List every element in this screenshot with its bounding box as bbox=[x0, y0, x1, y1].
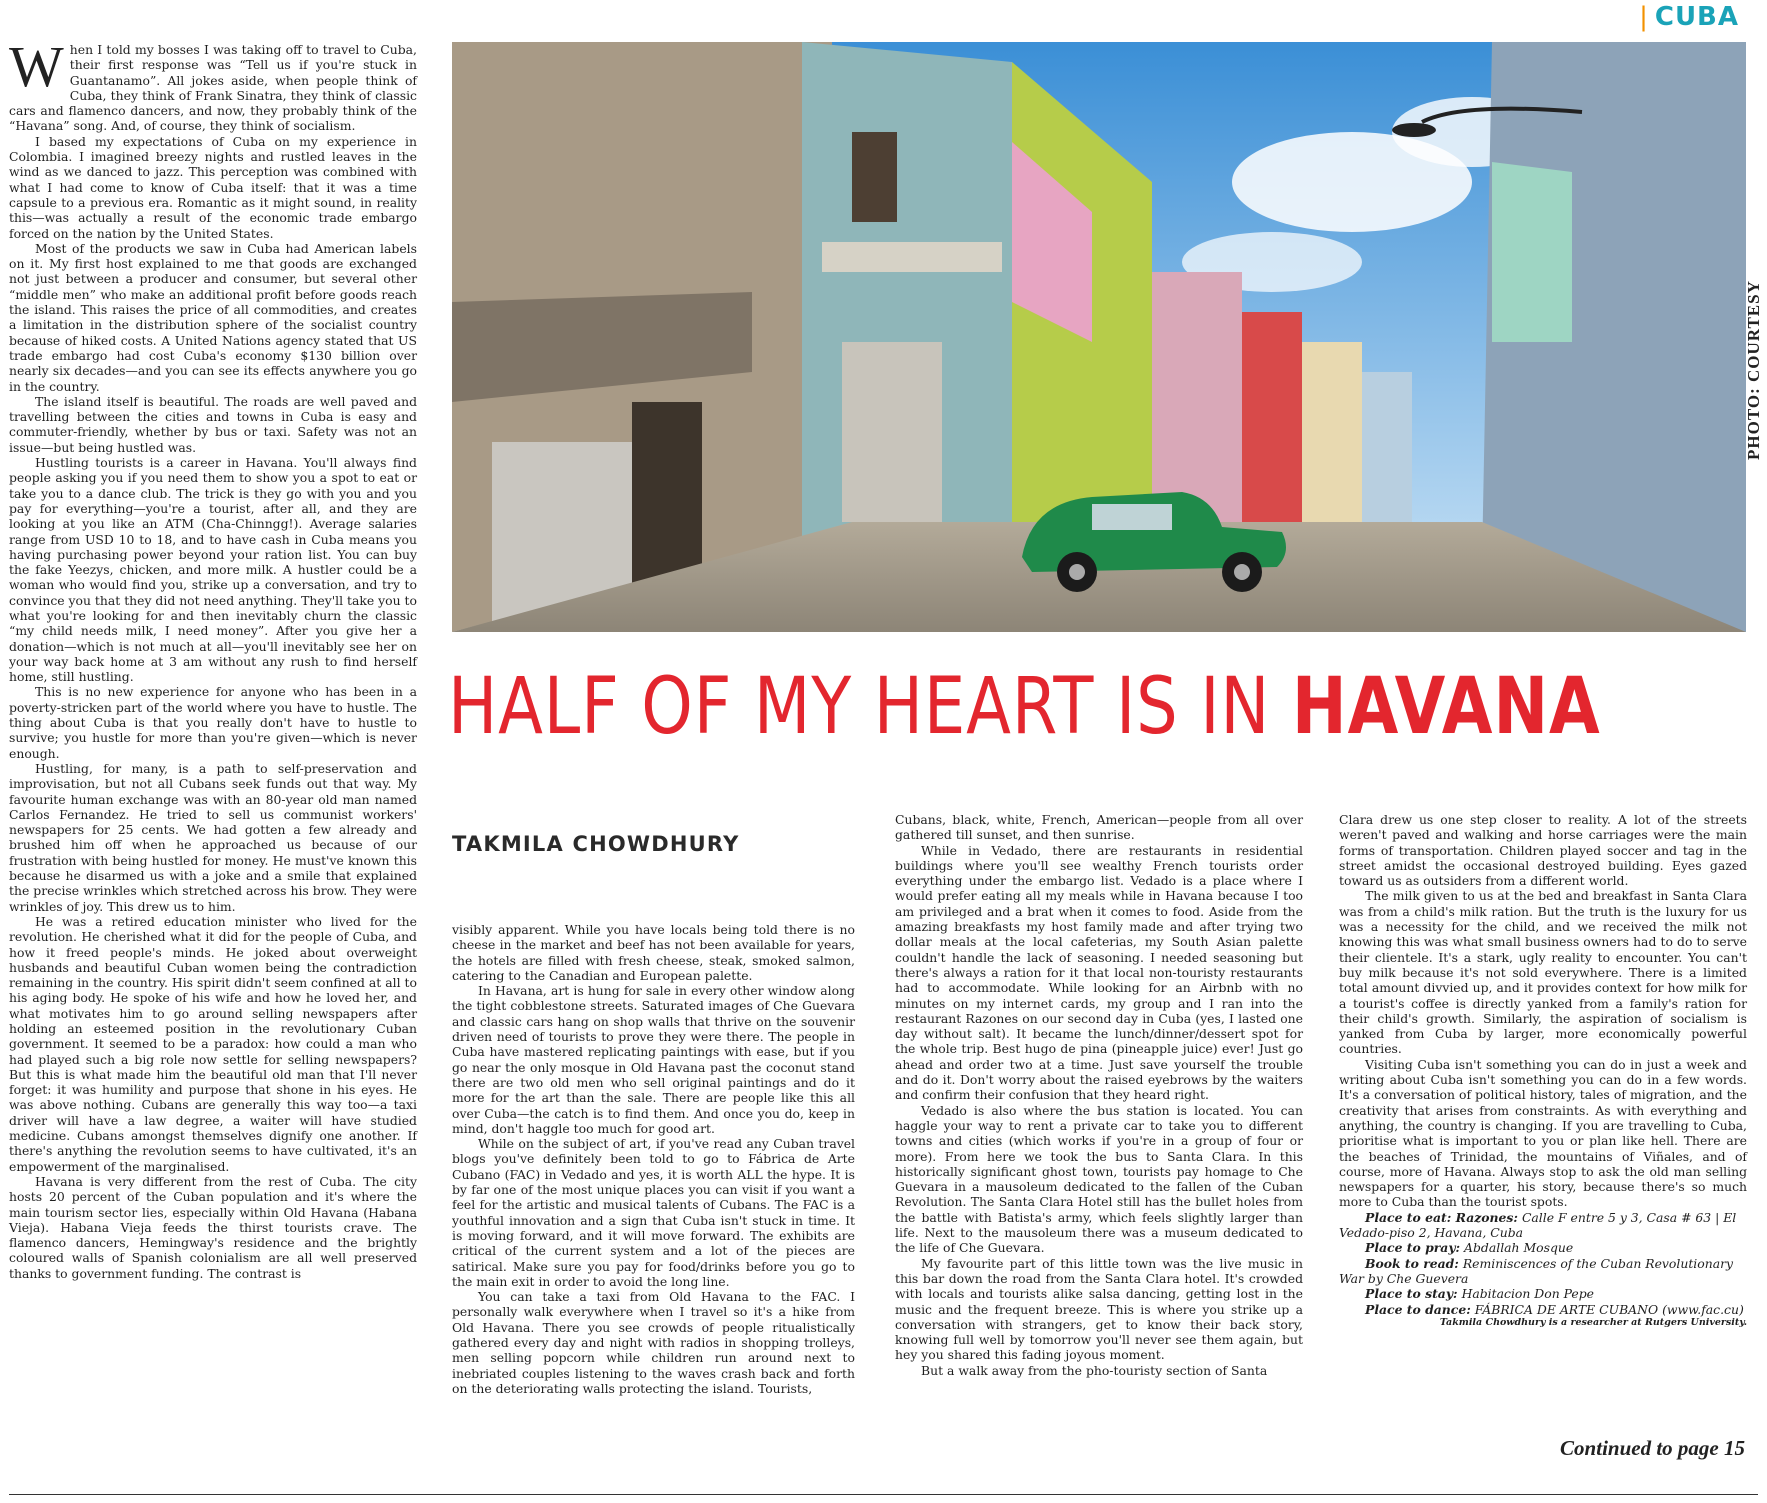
photo-credit: PHOTO: COURTESY bbox=[1744, 280, 1763, 460]
paragraph: Hustling, for many, is a path to self-preservation and improvisation, but not all Cubans seek funds out that way. My favourite human exchange was with an 80-year old man named Carlos Fernandez. He tried to sell us communist workers' newspapers for 25 cents. We had gotten a few already and brushed him off when he approached us because of our frustration with being hustled for money. He must've known this because he disarmed us with a joke and a smile that explained the precise wrinkles which stretched across his brow. They were wrinkles of joy. This drew us to him. bbox=[9, 760, 417, 914]
paragraph: My favourite part of this little town was the live music in this bar down the road from the Santa Clara hotel. It's crowded with locals and tourists alike salsa dancing, getting lost in the music and the frequent breeze. This is where you strike up a conversation with strangers, get to know their back story, knowing full well by tomorrow you'll never see them again, but hey you shared this fading joyous moment. bbox=[895, 1255, 1303, 1363]
paragraph: In Havana, art is hung for sale in every other window along the tight cobblestone streets. Saturated images of Che Guevara and classic cars hang on shop walls that thrive on the souvenir driven need of tourists to prove they were there. The people in Cuba have mastered replicating paintings with ease, but if you go near the only mosque in Old Havana past the coconut stand there are two old men who sell original paintings and do it more for the art than the sale. There are people like this all over Cuba—the catch is to find them. And once you do, keep in mind, don't haggle too much for good art. bbox=[452, 983, 855, 1136]
paragraph: Havana is very different from the rest of Cuba. The city hosts 20 percent of the Cuban population and it's where the main tourism sector lies, especially within Old Havana (Habana Vieja). Habana Vieja feeds the thirst tourists crave. The flamenco dancers, Hemingway's residence and the brightly coloured walls of Spanish colonialism are all well preserved thanks to government funding. The contrast is bbox=[9, 1173, 417, 1281]
article-column-3 bbox=[895, 812, 1303, 1378]
author-bio: Takmila Chowdhury is a researcher at Rutgers University. bbox=[1439, 1316, 1747, 1328]
section-name: CUBA bbox=[1654, 2, 1739, 32]
paragraph: He was a retired education minister who lived for the revolution. He cherished what it did for the people of Cuba, and how it freed people's minds. He joked about overweight husbands and beautiful Cuban women being the contradiction remaining in the country. His spirit didn't seem confined at all to his aging body. He spoke of his wife and how he loved her, and what motivates him to go around selling newspapers after holding an esteemed position in the revolutionary Cuban government. It seemed to be a paradox: how could a man who had played such a big role now settle for selling newspapers? But this is what made him the beautiful old man that I'll never forget: it was humility and purpose that shone in his eyes. He was above nothing. Cubans are generally this way too—a taxi driver will have a law degree, a waiter will have studied medicine. Cubans amongst themselves dignify one another. If there's anything the revolution seems to have cultivated, it's an empowerment of the marginalised. bbox=[9, 913, 417, 1174]
paragraph: I based my expectations of Cuba on my experience in Colombia. I imagined breezy nights and rustled leaves in the wind as we danced to jazz. This perception was combined with what I had come to know of Cuba itself: that it was a time capsule to a previous era. Romantic as it might sound, in reality this—was actually a result of the economic trade embargo forced on the nation by the United States. bbox=[9, 133, 417, 241]
info-place-to-pray: Place to pray: Abdallah Mosque bbox=[1365, 1240, 1574, 1256]
headline bbox=[448, 662, 1601, 752]
havana-street-photo bbox=[452, 42, 1746, 632]
paragraph: This is no new experience for anyone who has been in a poverty-stricken part of the world where you have to hustle. The thing about Cuba is that you really don't have to hustle to survive; you hustle for more than you're given—which is never enough. bbox=[9, 684, 417, 761]
paragraph: The island itself is beautiful. The roads are well paved and travelling between the cities and towns in Cuba is easy and commuter-friendly, whether by bus or taxi. Safety was not an issue—but being hustled was. bbox=[9, 393, 417, 455]
section-label bbox=[1639, 2, 1739, 32]
article-column-1 bbox=[9, 34, 417, 1281]
byline: TAKMILA CHOWDHURY bbox=[452, 832, 740, 856]
continued-link[interactable]: Continued to page 15 bbox=[1560, 1436, 1745, 1460]
headline-bold: HAVANA bbox=[1291, 662, 1601, 752]
paragraph: While in Vedado, there are restaurants in residential buildings where you'll see wealthy French tourists order everything under the embargo list. Vedado is a place where I would prefer eating all my meals while in Havana because I too am privileged and a brat when it comes to food. Aside from the amazing breakfasts my host family made and after trying two dollar meals at the local cafeterias, my South Asian palette couldn't handle the lack of seasoning. I needed seasoning but there's always a ration for it that local non-touristy restaurants had to accommodate. While looking for an Airbnb with no minutes on my internet cards, my group and I ran into the restaurant Razones on our second day in Cuba (yes, I lasted one day without salt). It became the lunch/dinner/dessert spot for the whole trip. Best hugo de pina (pineapple juice) ever! Just go ahead and order two at a time. Just save yourself the trouble and do it. Don't worry about the raised eyebrows by the waiters and confirm their confusion that they heard right. bbox=[895, 842, 1303, 1103]
bottom-rule bbox=[9, 1494, 1758, 1495]
paragraph: Cubans, black, white, French, American—people from all over gathered till sunset, and then sunrise. bbox=[895, 812, 1303, 843]
paragraph: visibly apparent. While you have locals being told there is no cheese in the market and beef has not been available for years, the hotels are filled with fresh cheese, steak, smoked salmon, catering to the Canadian and European palette. bbox=[452, 922, 855, 983]
headline-light: HALF OF MY HEART IS IN bbox=[448, 662, 1271, 752]
article-column-2 bbox=[452, 922, 855, 1396]
info-place-to-stay: Place to stay: Habitacion Don Pepe bbox=[1365, 1286, 1594, 1302]
info-place-to-eat: Place to eat: Razones: Calle F entre 5 y 3, Casa # 63 | El Vedado-piso 2, Havana, Cuba bbox=[1339, 1209, 1737, 1241]
paragraph: Vedado is also where the bus station is located. You can haggle your way to rent a private car to take you to different towns and cities (which works if you're in a group of four or more). From here we took the bus to Santa Clara. In this historically significant ghost town, tourists pay homage to Che Guevara in a mausoleum dedicated to the fallen of the Cuban Revolution. The Santa Clara Hotel still has the bullet holes from the battle with Batista's army, which feels slightly larger than life. Next to the mausoleum there was a museum dedicated to the life of Che Guevara. bbox=[895, 1102, 1303, 1256]
section-bar: | bbox=[1639, 2, 1649, 32]
info-book-to-read: Book to read: Reminiscences of the Cuban Revolutionary War by Che Guevera bbox=[1339, 1255, 1734, 1286]
paragraph: You can take a taxi from Old Havana to the FAC. I personally walk everywhere when I travel so it's a hike from Old Havana. There you see crowds of people ritualistically gathered every day and night with radios in shopping trolleys, men selling popcorn while children run around next to inebriated couples listening to the waves crash back and forth on the deteriorating walls protecting the island. Tourists, bbox=[452, 1289, 855, 1396]
drop-cap: W bbox=[9, 34, 64, 99]
paragraph: When I told my bosses I was taking off to travel to Cuba, their first response was “Tell us if you're stuck in Guantanamo”. All jokes aside, when people think of Cuba, they think of Frank Sinatra, they think of classic cars and flamenco dancers, and now, they probably think of the “Havana” song. And, of course, they think of socialism. bbox=[9, 34, 417, 134]
paragraph: Clara drew us one step closer to reality. A lot of the streets weren't paved and walking and horse carriages were the main forms of transportation. Children played soccer and tag in the street amidst the occasional destroyed building. Eyes gazed toward us as outsiders from a different world. bbox=[1339, 812, 1747, 889]
info-place-to-dance: Place to dance: FÁBRICA DE ARTE CUBANO (www.fac.cu) bbox=[1365, 1301, 1744, 1317]
paragraph: The milk given to us at the bed and breakfast in Santa Clara was from a child's milk ration. But the truth is the luxury for us was a necessity for the child, and we received the milk not knowing this was what small business owners had to do to serve their clientele. It's a stark, ugly reality to encounter. You can't buy milk because it's not sold everywhere. There is a limited total amount divvied up, and it provides context for how milk for a tourist's coffee is directly yanked from a family's ration for their child's growth. Similarly, the aspiration of socialism is yanked from Cuba by larger, more economically powerful countries. bbox=[1339, 888, 1747, 1057]
paragraph: While on the subject of art, if you've read any Cuban travel blogs you've definitely been told to go to Fábrica de Arte Cubano (FAC) in Vedado and yes, it is worth ALL the hype. It is by far one of the most unique places you can visit if you want a feel for the artistic and musical talents of Cubans. The FAC is a youthful innovation and a sign that Cuba isn't stuck in time. It is moving forward, and it will move forward. The exhibits are critical of the current system and a lot of the pieces are satirical. Make sure you pay for food/drinks before you go to the main exit in order to avoid the long line. bbox=[452, 1136, 855, 1289]
paragraph: But a walk away from the pho-touristy section of Santa bbox=[921, 1362, 1268, 1378]
paragraph: Hustling tourists is a career in Havana. You'll always find people asking you if you need them to show you a spot to eat or take you to a dance club. The trick is they go with you and you pay for everything—you're a tourist, after all, and they are looking at you like an ATM (Cha-Chinngg!). Average salaries range from USD 10 to 18, and to have cash in Cuba means you having purchasing power beyond your ration list. You can buy the fake Yeezys, chicken, and more milk. A hustler could be a woman who would find you, strike up a conversation, and try to convince you that they did not need anything. They'll take you to what you're looking for and then inevitably churn the classic “my child needs milk, I need money”. After you give her a donation—which is not much at all—you'll inevitably see her on your way back home at 3 am without any rush to find herself home, still hustling. bbox=[9, 455, 417, 685]
paragraph: Visiting Cuba isn't something you can do in just a week and writing about Cuba isn't something you can do in a few words. It's a conversation of political history, tales of migration, and the creativity that arises from constraints. As with everything and anything, the country is changing. If you are travelling to Cuba, prioritise what is important to you or plan like hell. There are the beaches of Trinidad, the mountains of Viñales, and of course, more of Havana. Always stop to ask the old man selling newspapers for a quarter, his story, because there's so much more to Cuba than the tourist spots. bbox=[1339, 1056, 1747, 1210]
paragraph: Most of the products we saw in Cuba had American labels on it. My first host explained to me that goods are exchanged not just between a producer and consumer, but several other “middle men” who make an additional profit before goods reach the island. This raises the price of all commodities, and creates a limitation in the distribution sphere of the socialist country because of hiked costs. A United Nations agency stated that US trade embargo had cost Cuba's economy $130 billion over nearly six decades—and you can see its effects anywhere you go in the country. bbox=[9, 240, 417, 394]
street-scene-illustration bbox=[452, 42, 1746, 632]
article-column-4 bbox=[1339, 812, 1747, 1329]
